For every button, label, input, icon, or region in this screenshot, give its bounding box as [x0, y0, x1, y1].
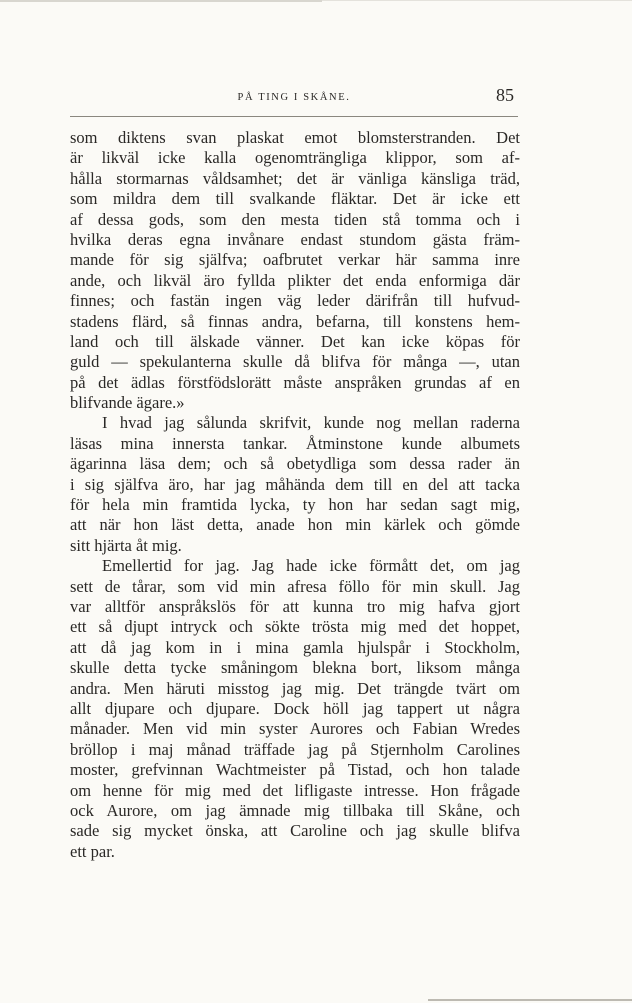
text-line: af dessa gods, som den mesta tiden stå tomma och i	[70, 209, 520, 229]
text-line: ägarinna läsa dem; och så obetydliga som dessa rader än	[70, 454, 520, 474]
text-line: allt djupare och djupare. Dock höll jag tappert ut några	[70, 698, 520, 718]
text-line: att när hon läst detta, anade hon min kärlek och gömde	[70, 515, 520, 535]
text-line: i sig själfva äro, har jag måhända dem till en del att tacka	[70, 474, 520, 494]
text-line: Emellertid for jag. Jag hade icke förmått det, om jag	[102, 556, 520, 576]
text-line: som diktens svan plaskat emot blomsterstranden. Det	[70, 128, 520, 147]
text-line: finnes; och fastän ingen väg leder därifrån till hufvud-	[70, 291, 520, 311]
text-line: stadens flärd, så finnas andra, befarna, till konstens hem-	[70, 311, 520, 331]
text-line: andra. Men häruti misstog jag mig. Det trängde tvärt om	[70, 678, 520, 698]
text-line: moster, grefvinnan Wachtmeister på Tistad, och hon talade	[70, 760, 520, 780]
text-line: var alltför anspråkslös för att kunna tro mig hafva gjort	[70, 596, 520, 616]
text-line: skulle detta tycke småningom blekna bort, liksom många	[70, 658, 520, 678]
text-line: läsas mina innersta tankar. Åtminstone kunde albumets	[70, 433, 520, 453]
body-text	[70, 128, 520, 862]
text-line: guld — spekulanterna skulle då blifva för många —, utan	[70, 352, 520, 372]
scan-edge-top-right	[322, 0, 632, 1]
text-line: land och till älskade vänner. Det kan icke köpas för	[70, 331, 520, 351]
text-line: sade sig mycket önska, att Caroline och jag skulle blifva	[70, 821, 520, 841]
text-line: som mildra dem till svalkande fläktar. Det är icke ett	[70, 189, 520, 209]
scan-edge-bottom	[428, 999, 632, 1001]
text-line: mande för sig själfva; oafbrutet verkar här samma inre	[70, 250, 520, 270]
text-line: för hela min framtida lycka, ty hon har sedan sagt mig,	[70, 495, 520, 515]
text-line: hålla stormarnas våldsamhet; det är vänliga känsliga träd,	[70, 168, 520, 188]
text-line: sett de tårar, som vid min afresa föllo för min skull. Jag	[70, 576, 520, 596]
text-line: I hvad jag sålunda skrifvit, kunde nog mellan raderna	[102, 413, 520, 433]
text-line: ande, och likväl äro fyllda plikter det enda enformiga där	[70, 270, 520, 290]
running-title: PÅ TING I SKÅNE.	[237, 92, 351, 103]
text-line: om henne för mig med det lifligaste intresse. Hon frågade	[70, 780, 520, 800]
text-line: ock Aurore, om jag ämnade mig tillbaka till Skåne, och	[70, 800, 520, 820]
text-line: ett par.	[70, 841, 115, 861]
text-line: att då jag kom in i mina gamla hjulspår i Stockholm,	[70, 637, 520, 657]
header-rule	[70, 116, 518, 117]
text-line: blifvande ägare.»	[70, 393, 185, 413]
text-line: månader. Men vid min syster Aurores och Fabian Wredes	[70, 719, 520, 739]
text-line: hvilka deras egna invånare endast stundom gästa främ-	[70, 229, 520, 249]
scan-edge-top	[0, 0, 322, 2]
page-header	[70, 85, 518, 112]
text-line: är likväl icke kalla ogenomträngliga klippor, som af-	[70, 148, 520, 168]
text-line: på det ädlas förstfödslorätt måste anspråken grundas af en	[70, 372, 520, 392]
text-line: ett så djupt intryck och sökte trösta mig med det hoppet,	[70, 617, 520, 637]
text-line: sitt hjärta åt mig.	[70, 535, 182, 555]
page-number: 85	[496, 85, 514, 105]
text-line: bröllop i maj månad träffade jag på Stjernholm Carolines	[70, 739, 520, 759]
